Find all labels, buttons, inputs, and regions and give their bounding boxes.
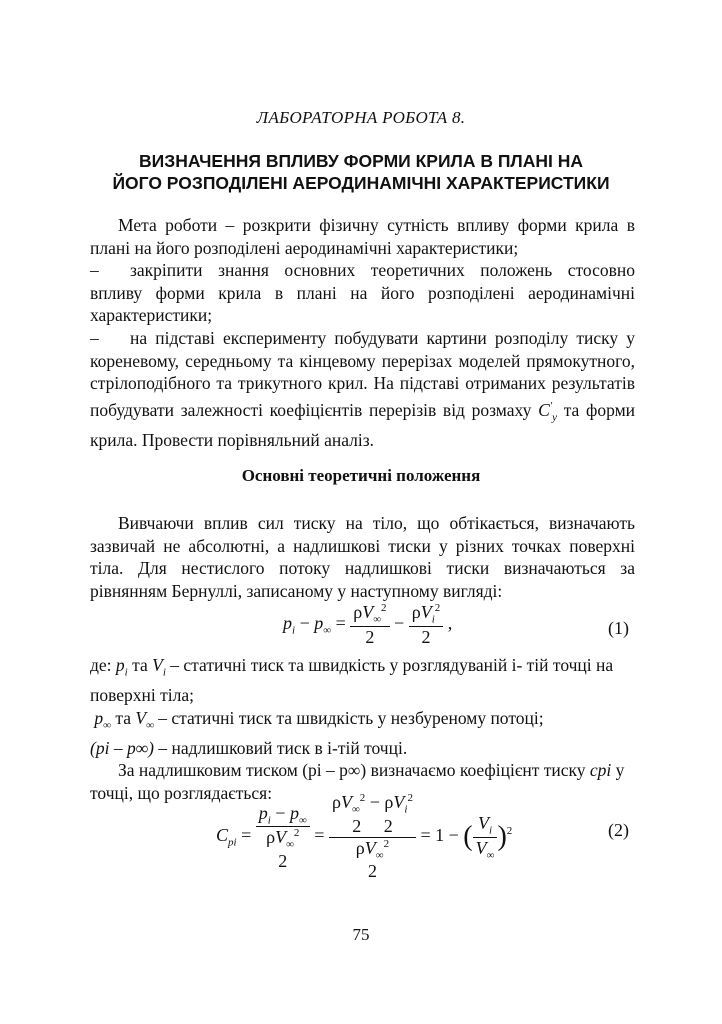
definitions [90, 654, 635, 805]
definition-1: де: $p_i$ та $V_i$ – статичні тиск та швидкість у розглядуваній i- тій точці на поверхні тіла; [90, 655, 614, 706]
main-title-line-1: ВИЗНАЧЕННЯ ВПЛИВУ ФОРМИ КРИЛА В ПЛАНІ НА [139, 151, 583, 171]
dash-marker: – [90, 327, 99, 348]
cy-symbol: $C'_y$ [538, 399, 557, 424]
equation-2: $C_{pi}$ = $p_i - p_\infty$ $\rho V_\infty^2$ 2 = $\rho V_\infty^2 - \rho V_i^2$ 2 2 $\rho V_\infty^2$ 2 = 1 − ( $\frac{V_i}{V_\infty}$ )$^2$ [216, 792, 513, 882]
definition-2: $p_\infty$ та $V_\infty$ – статичні тиск та швидкість у незбуреному потоці; [94, 707, 544, 732]
goal-item-1-text: закріпити знання основних теоретичних положень стосовно впливу форми крила в плані на його розподілені аеродинамічні характеристики; [90, 260, 635, 326]
dash-marker: – [90, 260, 99, 281]
equation-2-number: (2) [608, 820, 629, 840]
goal-item-2 [90, 327, 635, 451]
coefficient-paragraph: За надлишковим тиском (pi – p∞) визначаємо коефіцієнт тиску cpi у точці, що розглядається: [90, 760, 625, 803]
page-number: 75 [352, 925, 370, 944]
main-title [0, 150, 722, 194]
main-title-line-2: ЙОГО РОЗПОДІЛЕНІ АЕРОДИНАМІЧНІ ХАРАКТЕРИСТИКИ [112, 173, 610, 193]
intro-paragraph: Вивчаючи вплив сил тиску на тіло, що обтікається, визначають зазвичай не абсолютні, а надлишкові тиски у різних точках поверхні тіла. Для нестислого потоку надлишкові тиски визначаються за рівнянням Бернуллі, записаному у наступному вигляді: [90, 513, 635, 601]
definition-3: (pi – p∞) – надлишковий тиск в i-тій точці. [90, 737, 408, 758]
goal-section [90, 214, 635, 451]
equation-1: $p_i - p_\infty$ = $\frac{\rho V_\infty^2}{2}$ − $\frac{\rho V_i^2}{2}$ , [283, 602, 453, 647]
equation-1-number: (1) [608, 618, 629, 638]
goal-item-2-text: на підставі експерименту побудувати картини розподілу тиску у кореневому, середньому та кінцевому перерізах моделей прямокутного, стрілоподібного та трикутного крил. На підставі отриманих результатів побудувати залежності коефіцієнтів перерізів від розмаху [90, 327, 635, 420]
goal-paragraph: Мета роботи – розкрити фізичну сутність впливу форми крила в плані на його розподілені аеродинамічні характеристики; [90, 215, 635, 258]
lab-title: ЛАБОРАТОРНА РОБОТА 8. [256, 108, 466, 127]
section-title: Основні теоретичні положення [241, 466, 481, 485]
goal-item-1 [90, 259, 635, 327]
goal-item-2-tail: та форми крила. Провести порівняльний аналіз. [90, 399, 636, 450]
coefficient-symbol: cpi [589, 760, 612, 781]
